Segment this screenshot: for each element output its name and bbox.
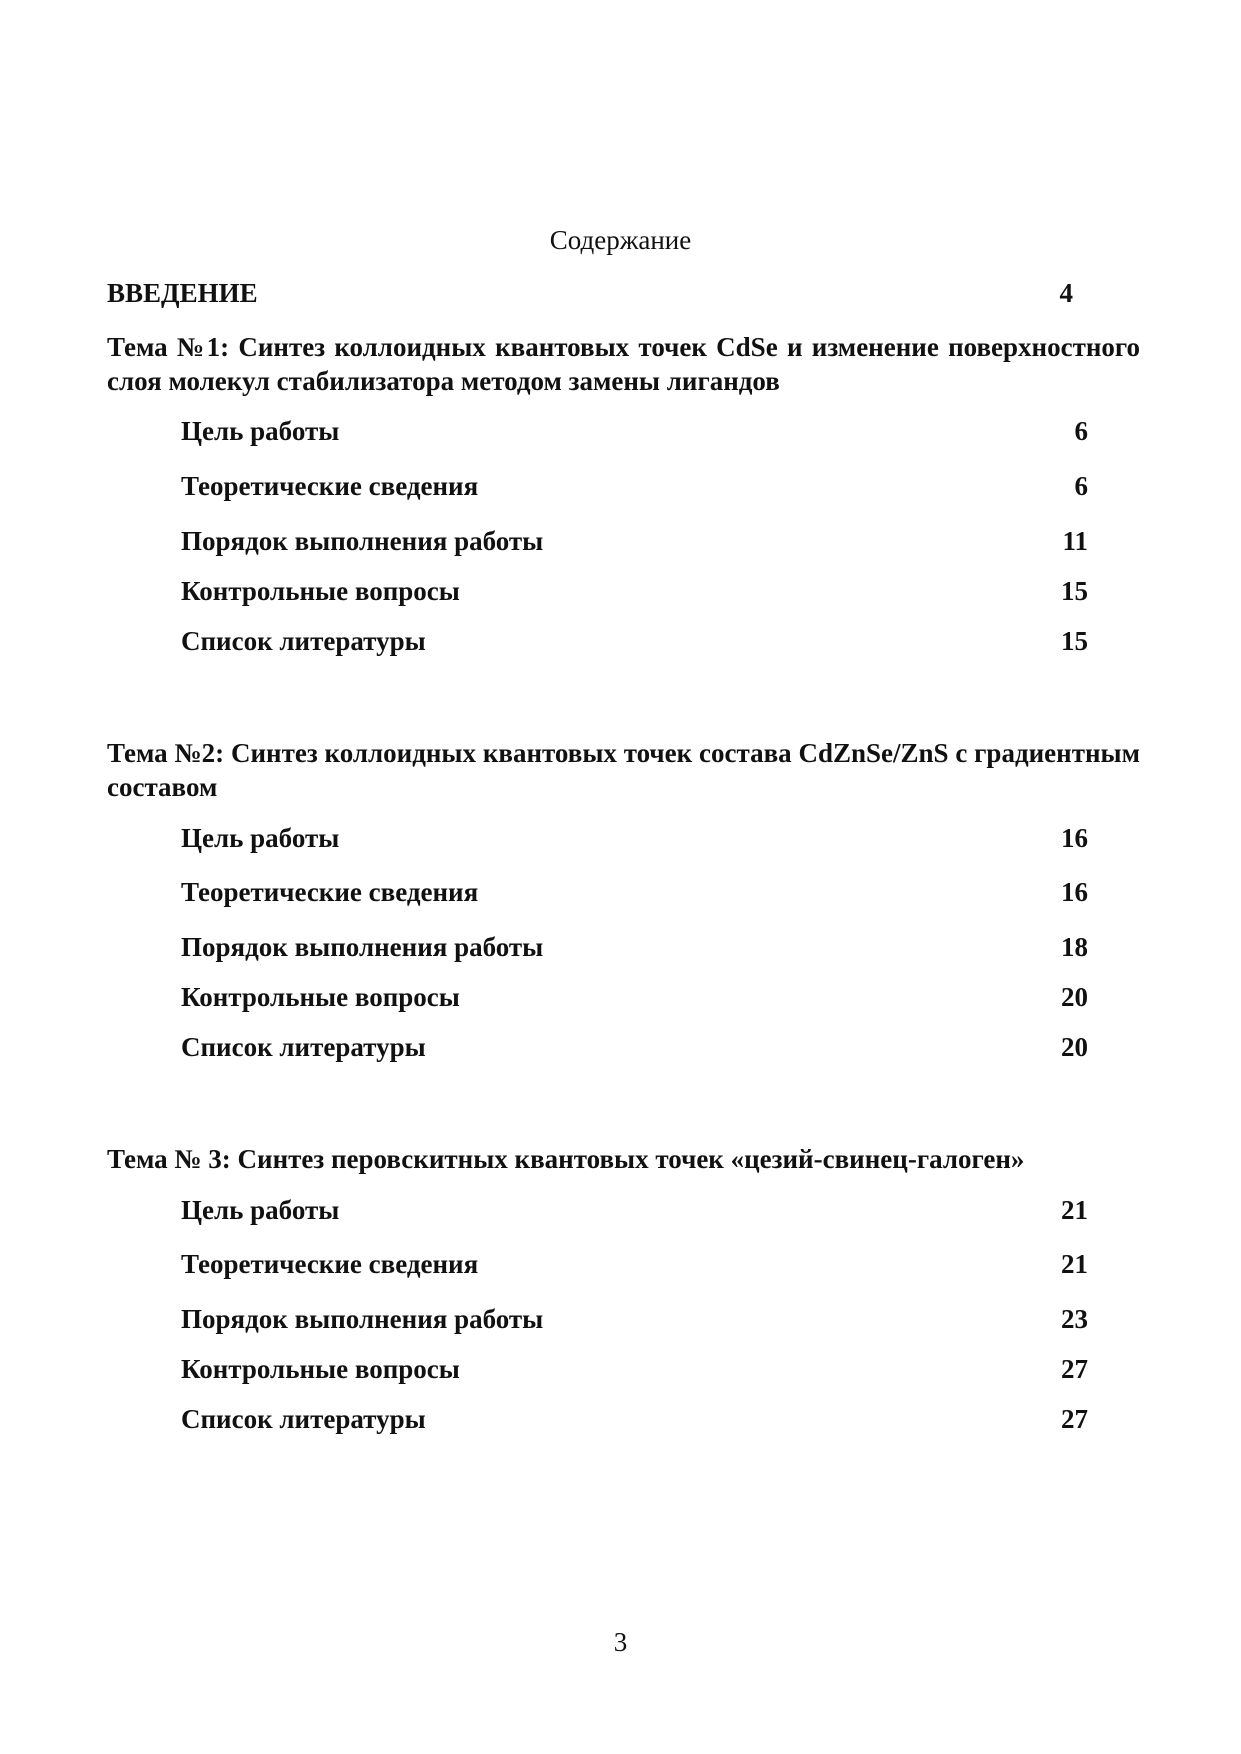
toc-topic-1-item-3[interactable]: Порядок выполнения работы bbox=[181, 526, 544, 556]
toc-topic-3-item-2-page: 21 bbox=[1061, 1249, 1088, 1279]
toc-topic-1-item-4-page: 15 bbox=[1061, 576, 1088, 606]
toc-topic-2-item-1-page: 16 bbox=[1061, 823, 1088, 853]
toc-heading: Содержание bbox=[549, 225, 692, 255]
toc-topic-3-item-1-page: 21 bbox=[1061, 1195, 1088, 1225]
toc-topic-3-item-3-page: 23 bbox=[1061, 1304, 1088, 1334]
toc-topic-3-item-4[interactable]: Контрольные вопросы bbox=[181, 1354, 460, 1384]
toc-topic-3-item-2[interactable]: Теоретические сведения bbox=[181, 1249, 479, 1279]
page-number: 3 bbox=[613, 1627, 628, 1657]
toc-topic-2-item-2-page: 16 bbox=[1061, 877, 1088, 907]
toc-topic-3-item-5[interactable]: Список литературы bbox=[181, 1404, 426, 1434]
toc-topic-2-item-4[interactable]: Контрольные вопросы bbox=[181, 982, 460, 1012]
toc-topic-1-item-5[interactable]: Список литературы bbox=[181, 626, 426, 656]
toc-topic-1-item-1-page: 6 bbox=[1074, 416, 1088, 446]
toc-topic-1-item-4[interactable]: Контрольные вопросы bbox=[181, 576, 460, 606]
toc-intro-label[interactable]: ВВЕДЕНИЕ bbox=[107, 278, 258, 308]
toc-topic-1-item-3-page: 11 bbox=[1062, 526, 1088, 556]
toc-topic-2-item-4-page: 20 bbox=[1061, 982, 1088, 1012]
toc-topic-2-item-2[interactable]: Теоретические сведения bbox=[181, 877, 479, 907]
toc-topic-2-item-3-page: 18 bbox=[1061, 932, 1088, 962]
toc-topic-3-item-4-page: 27 bbox=[1061, 1354, 1088, 1384]
toc-topic-3-item-1[interactable]: Цель работы bbox=[181, 1195, 340, 1225]
toc-topic-2-item-5[interactable]: Список литературы bbox=[181, 1032, 426, 1062]
toc-topic-2-item-3[interactable]: Порядок выполнения работы bbox=[181, 932, 544, 962]
toc-topic-3-title[interactable]: Тема № 3: Синтез перовскитных квантовых точек «цезий-свинец-галоген» bbox=[107, 1144, 1025, 1174]
toc-topic-2-item-1[interactable]: Цель работы bbox=[181, 823, 340, 853]
toc-topic-2-title[interactable]: Тема №2: Синтез коллоидных квантовых точек состава CdZnSe/ZnS с градиентным составом bbox=[107, 738, 1140, 802]
toc-topic-1-title[interactable]: Тема №1: Синтез коллоидных квантовых точек CdSe и изменение поверхностного слоя молекул стабилизатора методом замены лигандов bbox=[107, 332, 1140, 396]
toc-topic-1-item-2[interactable]: Теоретические сведения bbox=[181, 471, 479, 501]
toc-topic-2-item-5-page: 20 bbox=[1061, 1032, 1088, 1062]
toc-topic-3-item-3[interactable]: Порядок выполнения работы bbox=[181, 1304, 544, 1334]
toc-topic-1-item-1[interactable]: Цель работы bbox=[181, 416, 340, 446]
toc-intro-page: 4 bbox=[1059, 278, 1073, 308]
toc-topic-1-item-5-page: 15 bbox=[1061, 626, 1088, 656]
toc-topic-1-item-2-page: 6 bbox=[1074, 471, 1088, 501]
toc-topic-3-item-5-page: 27 bbox=[1061, 1404, 1088, 1434]
